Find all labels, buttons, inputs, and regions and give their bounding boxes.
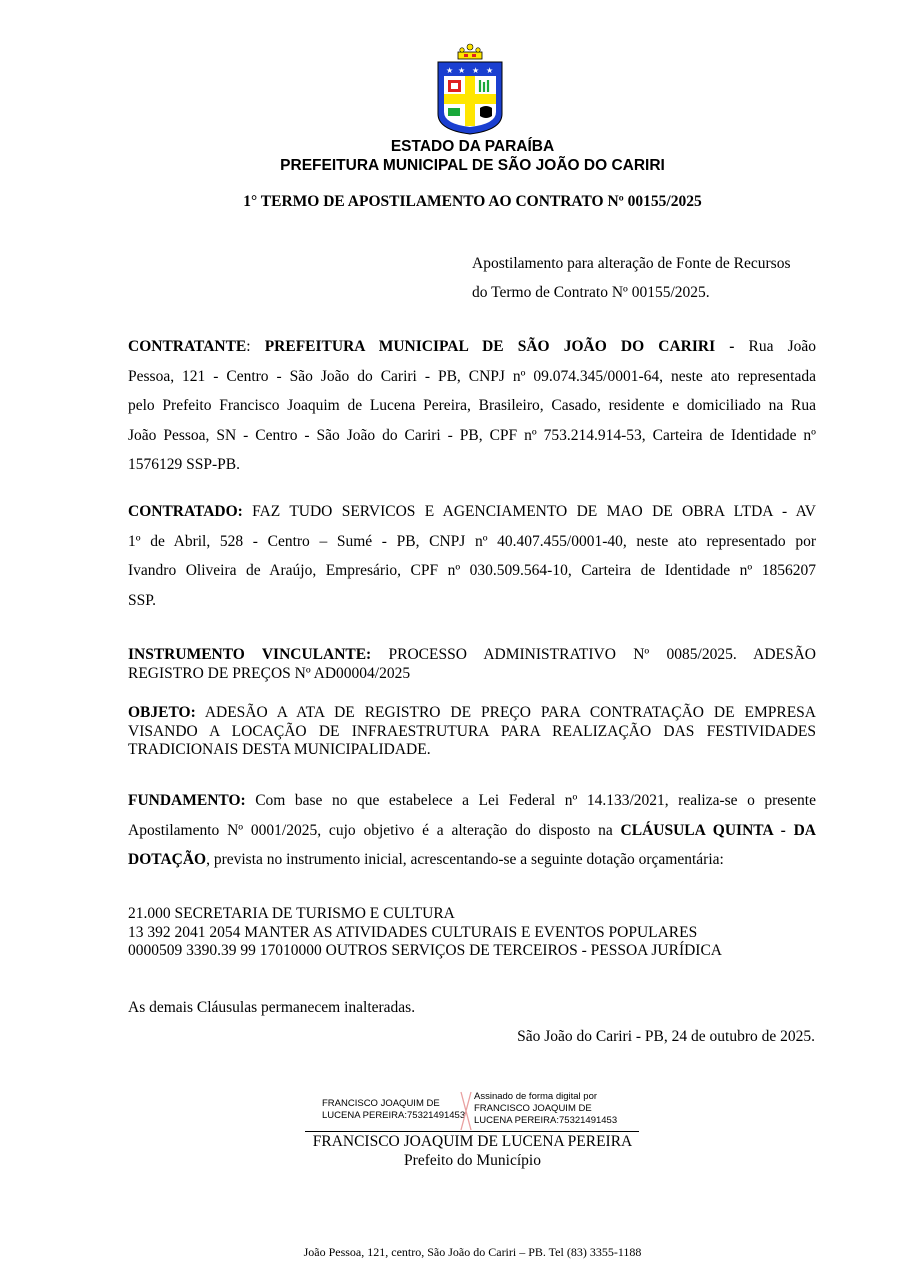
- signer-role: Prefeito do Município: [404, 1152, 541, 1169]
- signature-line: [305, 1131, 639, 1132]
- contratante-label: CONTRATANTE: [128, 338, 247, 355]
- contratado-line: Ivandro Oliveira de Araújo, Empresário, CPF nº 030.509.564-10, Carteira de Identidade nº 1856207: [128, 562, 816, 579]
- signature-mark-icon: [458, 1090, 474, 1132]
- footer-address: João Pessoa, 121, centro, São João do Cariri – PB. Tel (83) 3355-1188: [303, 1245, 642, 1259]
- fundamento-line: [128, 786, 816, 816]
- signer-name: FRANCISCO JOAQUIM DE LUCENA PEREIRA: [312, 1133, 633, 1150]
- contratante-line: pelo Prefeito Francisco Joaquim de Lucena Pereira, Brasileiro, Casado, residente e domiciliado na Rua: [128, 397, 816, 414]
- signature-stamp: [474, 1091, 617, 1127]
- signature-text: LUCENA PEREIRA:75321491453: [474, 1115, 618, 1126]
- label-separator: :: [246, 338, 265, 355]
- clause-reference: CLÁUSULA QUINTA - DA: [620, 821, 816, 839]
- clause-reference: DOTAÇÃO: [128, 851, 207, 868]
- contratante-text: Rua João: [734, 338, 816, 355]
- svg-text:★: ★: [486, 66, 494, 75]
- signature-text: FRANCISCO JOAQUIM DE: [474, 1103, 592, 1114]
- fundamento-text: Apostilamento Nº 0001/2025, cujo objetivo é a alteração do disposto na: [128, 821, 621, 839]
- contratante-line: João Pessoa, SN - Centro - São João do Cariri - PB, CPF nº 753.214.914-53, Carteira de Identidade nº: [128, 426, 816, 444]
- objeto-line: VISANDO A LOCAÇÃO DE INFRAESTRUTURA PARA REALIZAÇÃO DAS FESTIVIDADES: [128, 722, 816, 740]
- document-title: 1° TERMO DE APOSTILAMENTO AO CONTRATO Nº 00155/2025: [243, 193, 702, 210]
- municipal-coat-of-arms: [434, 42, 506, 136]
- svg-text:★: ★: [472, 66, 480, 75]
- closing-statement: As demais Cláusulas permanecem inalteradas.: [128, 999, 416, 1016]
- prefecture-heading: PREFEITURA MUNICIPAL DE SÃO JOÃO DO CARIRI: [280, 157, 665, 174]
- budget-line: 0000509 3390.39 99 17010000 OUTROS SERVIÇOS DE TERCEIROS - PESSOA JURÍDICA: [128, 942, 722, 959]
- contratante-line: Pessoa, 121 - Centro - São João do Cariri - PB, CNPJ nº 09.074.345/0001-64, neste ato representada: [128, 367, 816, 385]
- budget-line: 13 392 2041 2054 MANTER AS ATIVIDADES CULTURAIS E EVENTOS POPULARES: [128, 923, 698, 941]
- digital-signature: [300, 1090, 644, 1132]
- objeto-label: OBJETO:: [128, 704, 196, 721]
- contratado-line: [128, 497, 816, 527]
- contratante-line: 1576129 SSP-PB.: [128, 456, 240, 473]
- state-heading: ESTADO DA PARAÍBA: [390, 138, 555, 155]
- fundamento-line: [128, 851, 724, 868]
- budget-allocation: [128, 905, 816, 961]
- signature-signer: [322, 1098, 465, 1122]
- summary-line: Apostilamento para alteração de Fonte de Recursos: [472, 255, 791, 272]
- instrumento-line: REGISTRO DE PREÇOS Nº AD00004/2025: [128, 664, 411, 682]
- contratado-label: CONTRATADO:: [128, 503, 243, 520]
- contratante-section: [128, 332, 816, 480]
- signature-text: FRANCISCO JOAQUIM DE: [322, 1098, 440, 1109]
- fundamento-text: , prevista no instrumento inicial, acrescentando-se a seguinte dotação orçamentária:: [206, 851, 724, 868]
- svg-text:★: ★: [446, 66, 454, 75]
- objeto-text: ADESÃO A ATA DE REGISTRO DE PREÇO PARA CONTRATAÇÃO DE EMPRESA: [195, 704, 816, 721]
- instrumento-text: PROCESSO ADMINISTRATIVO Nº 0085/2025. ADESÃO: [371, 646, 816, 663]
- contratante-name: PREFEITURA MUNICIPAL DE SÃO JOÃO DO CARIRI -: [264, 338, 735, 355]
- instrumento-line: [128, 646, 816, 665]
- objeto-line: TRADICIONAIS DESTA MUNICIPALIDADE.: [128, 741, 431, 758]
- contratado-section: [128, 497, 816, 615]
- objeto-line: [128, 704, 816, 723]
- fundamento-section: [128, 786, 816, 875]
- signature-text: LUCENA PEREIRA:75321491453: [322, 1110, 466, 1121]
- svg-text:★: ★: [458, 66, 466, 75]
- contratante-line: [128, 332, 816, 362]
- place-and-date: São João do Cariri - PB, 24 de outubro de 2025.: [517, 1028, 815, 1045]
- fundamento-line: [128, 816, 816, 846]
- instrumento-label: INSTRUMENTO VINCULANTE:: [128, 646, 372, 663]
- objeto-section: [128, 704, 816, 760]
- contratado-line: SSP.: [128, 591, 157, 609]
- summary-block: [472, 249, 817, 307]
- fundamento-text: Com base no que estabelece a Lei Federal nº 14.133/2021, realiza-se o presente: [245, 792, 816, 809]
- summary-line: do Termo de Contrato Nº 00155/2025.: [472, 284, 710, 301]
- budget-line: 21.000 SECRETARIA DE TURISMO E CULTURA: [128, 905, 455, 922]
- contratado-line: 1º de Abril, 528 - Centro – Sumé - PB, CNPJ nº 40.407.455/0001-40, neste ato representado por: [128, 532, 816, 550]
- instrumento-section: [128, 646, 816, 683]
- signature-text: Assinado de forma digital por: [474, 1091, 598, 1102]
- contratado-text: FAZ TUDO SERVICOS E AGENCIAMENTO DE MAO DE OBRA LTDA - AV: [242, 503, 816, 520]
- fundamento-label: FUNDAMENTO:: [128, 792, 246, 809]
